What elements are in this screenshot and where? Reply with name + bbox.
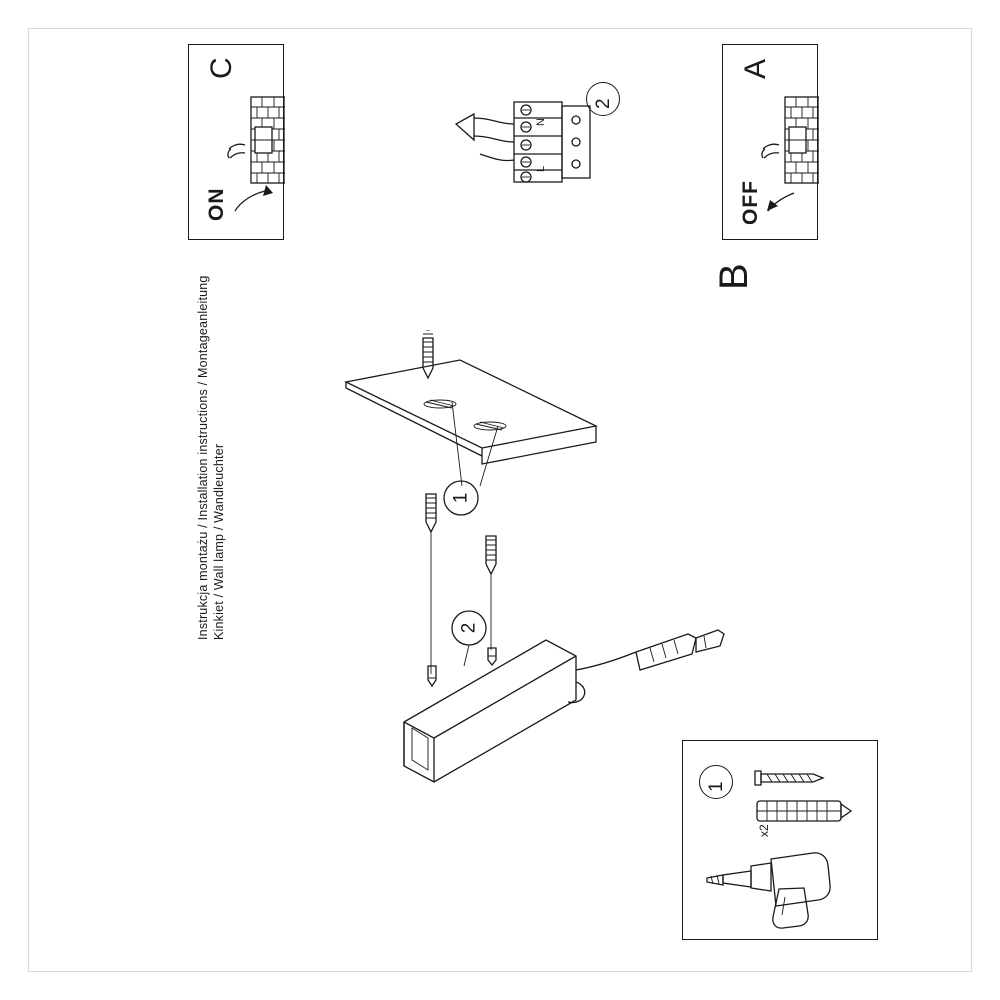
panel-label-on: ON xyxy=(205,187,228,221)
step-2-number: 2 xyxy=(458,622,480,634)
panel-letter-a: A xyxy=(739,58,772,79)
svg-text:N: N xyxy=(535,118,547,126)
drill-icon xyxy=(701,849,861,935)
svg-text:L: L xyxy=(535,165,547,172)
wall-switch-on-icon xyxy=(227,53,285,235)
tools-quantity-label: x2 xyxy=(757,824,771,837)
step-1-number: 1 xyxy=(450,492,472,504)
wall-switch-off-icon xyxy=(761,53,819,235)
screw-middle-a xyxy=(426,494,436,532)
panel-label-off: OFF xyxy=(739,180,762,225)
panel-letter-b: B xyxy=(712,263,756,290)
panel-power-on xyxy=(188,44,284,240)
terminal-block-icon xyxy=(452,96,612,196)
panel-letter-c: C xyxy=(205,56,238,79)
title-line-1: Instrukcja montażu / Installation instructions / Montageanleitung xyxy=(196,275,210,640)
wall-lamp-body xyxy=(404,640,576,782)
screw-upper xyxy=(423,330,433,378)
step-badge-tools: 1 xyxy=(699,765,733,799)
mounting-bracket xyxy=(346,360,596,464)
main-assembly-diagram xyxy=(330,330,750,800)
power-cable-with-connector xyxy=(568,630,724,703)
screw-middle-b xyxy=(486,536,496,574)
title-line-2: Kinkiet / Wall lamp / Wandleuchter xyxy=(212,443,226,640)
step-badge-wiring: 2 xyxy=(586,82,620,116)
panel-power-off xyxy=(722,44,818,240)
